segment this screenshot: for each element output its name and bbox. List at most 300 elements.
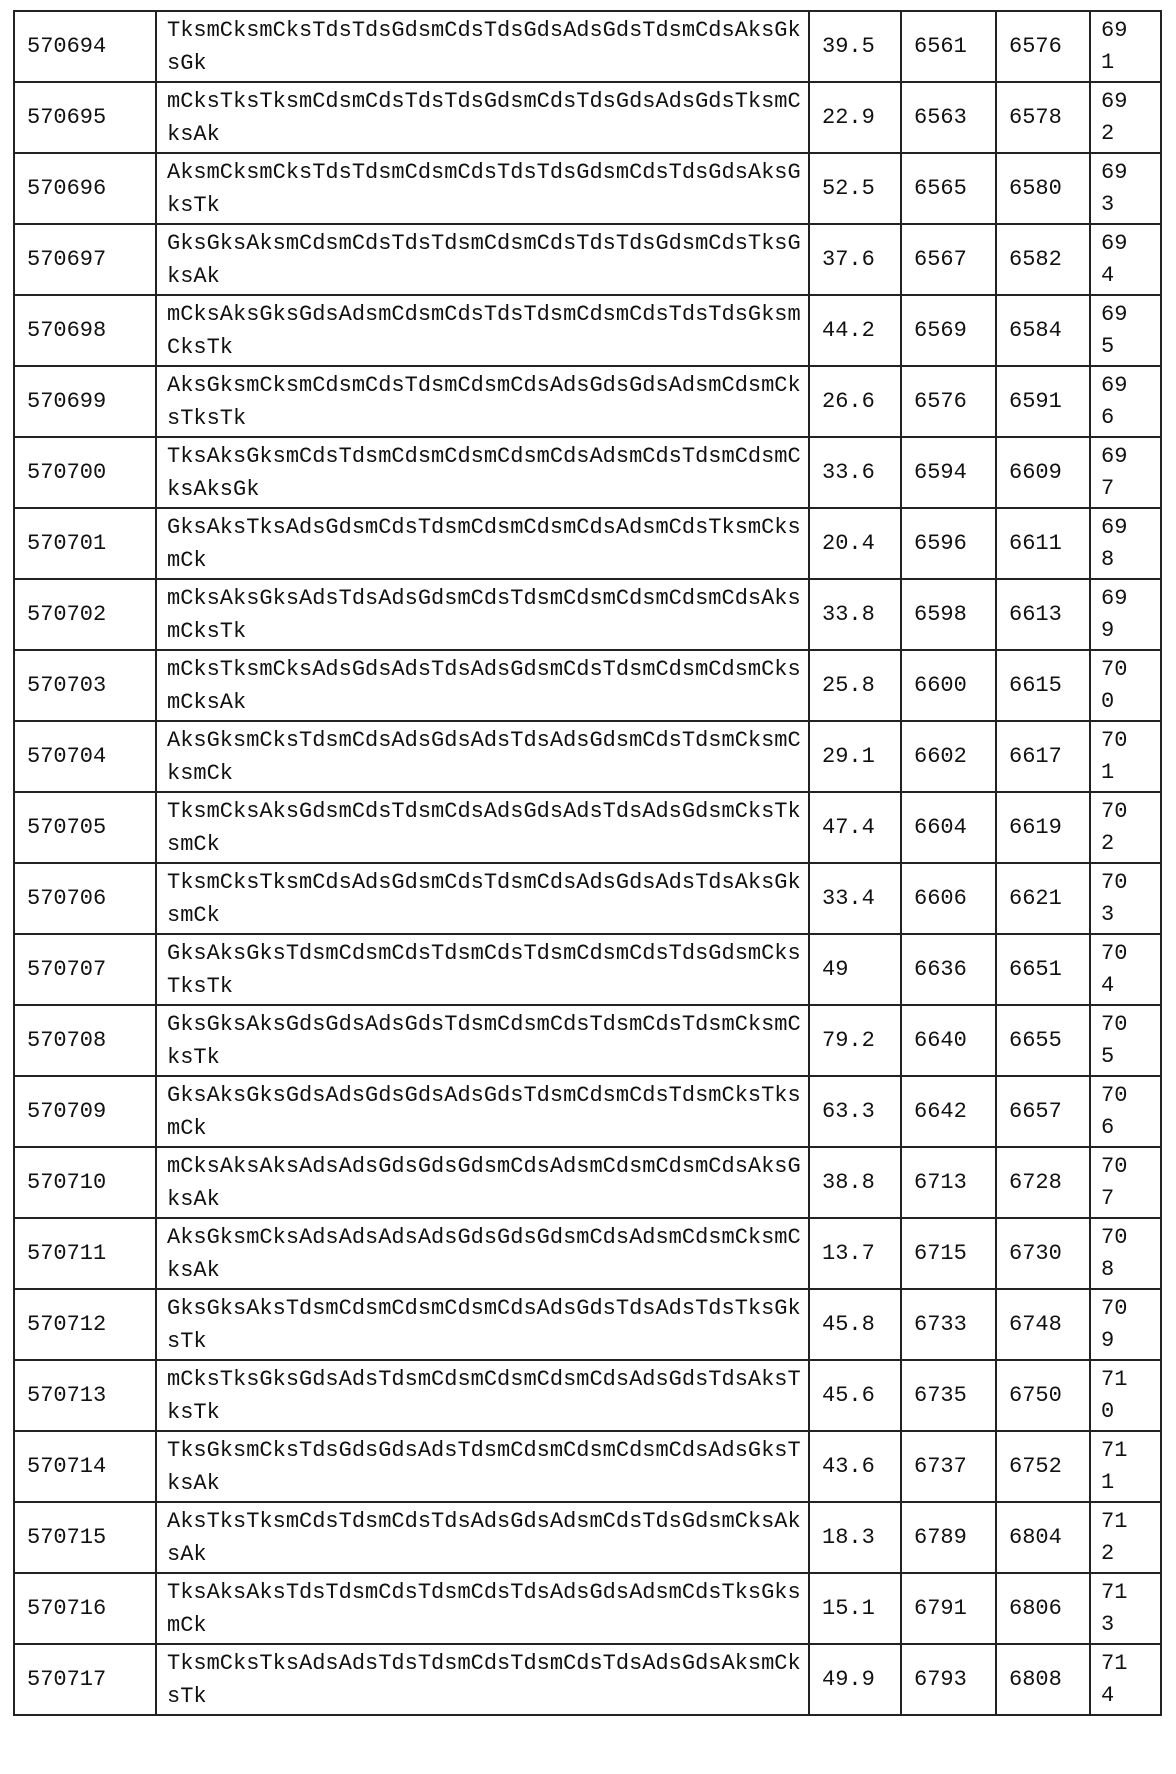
start-site-cell-text: 6602 [914,744,967,769]
start-site-cell-text: 6596 [914,531,967,556]
sequence-cell-text: AksGksmCksTdsmCdsAdsGdsAdsTdsAdsGdsmCdsTdsmCksmCksmCk [167,728,801,786]
table-row [14,1360,1161,1431]
seq-id-cell-text: 696 [1101,370,1129,434]
stop-site-cell-text: 6576 [1009,34,1062,59]
seq-id-cell [1090,366,1161,437]
percent-inhibition-cell [809,1360,901,1431]
isis-number-cell-text: 570698 [27,318,106,343]
isis-number-cell [14,1005,156,1076]
percent-inhibition-cell [809,792,901,863]
seq-id-cell [1090,650,1161,721]
sequence-cell [156,1005,809,1076]
seq-id-cell-text: 700 [1101,654,1129,718]
sequence-cell-text: TksGksmCksTdsGdsGdsAdsTdsmCdsmCdsmCdsmCdsAdsGksTksAk [167,1438,801,1496]
seq-id-cell-text: 709 [1101,1293,1129,1357]
start-site-cell-text: 6561 [914,34,967,59]
stop-site-cell-text: 6804 [1009,1525,1062,1550]
stop-site-cell [996,863,1090,934]
isis-number-cell-text: 570708 [27,1028,106,1053]
percent-inhibition-cell [809,224,901,295]
sequence-cell [156,1076,809,1147]
table-row [14,366,1161,437]
seq-id-cell-text: 695 [1101,299,1129,363]
percent-inhibition-cell-text: 29.1 [822,744,875,769]
isis-number-cell [14,224,156,295]
start-site-cell-text: 6563 [914,105,967,130]
isis-number-cell [14,1289,156,1360]
table-row [14,650,1161,721]
table-row [14,1573,1161,1644]
isis-number-cell [14,11,156,82]
seq-id-cell-text: 697 [1101,441,1129,505]
isis-number-cell-text: 570715 [27,1525,106,1550]
table-row [14,1147,1161,1218]
isis-number-cell [14,1147,156,1218]
isis-number-cell-text: 570707 [27,957,106,982]
isis-number-cell [14,1502,156,1573]
start-site-cell [901,1218,996,1289]
seq-id-cell [1090,863,1161,934]
isis-number-cell-text: 570717 [27,1667,106,1692]
stop-site-cell [996,579,1090,650]
table-row [14,82,1161,153]
sequence-cell [156,650,809,721]
start-site-cell-text: 6713 [914,1170,967,1195]
stop-site-cell-text: 6748 [1009,1312,1062,1337]
percent-inhibition-cell-text: 25.8 [822,673,875,698]
seq-id-cell [1090,153,1161,224]
start-site-cell [901,863,996,934]
percent-inhibition-cell-text: 37.6 [822,247,875,272]
percent-inhibition-cell [809,153,901,224]
sequence-cell-text: mCksAksAksAdsAdsGdsGdsGdsmCdsAdsmCdsmCdsmCdsAksGksAk [167,1154,801,1212]
table-row [14,1076,1161,1147]
seq-id-cell-text: 712 [1101,1506,1129,1570]
percent-inhibition-cell [809,721,901,792]
seq-id-cell [1090,1360,1161,1431]
sequence-cell [156,1360,809,1431]
isis-number-cell [14,437,156,508]
stop-site-cell [996,792,1090,863]
percent-inhibition-cell [809,437,901,508]
table-row [14,11,1161,82]
percent-inhibition-cell [809,1502,901,1573]
isis-number-cell-text: 570714 [27,1454,106,1479]
start-site-cell [901,11,996,82]
start-site-cell [901,1431,996,1502]
percent-inhibition-cell [809,295,901,366]
stop-site-cell [996,1289,1090,1360]
isis-number-cell-text: 570694 [27,34,106,59]
stop-site-cell-text: 6591 [1009,389,1062,414]
start-site-cell-text: 6606 [914,886,967,911]
stop-site-cell-text: 6655 [1009,1028,1062,1053]
seq-id-cell [1090,437,1161,508]
start-site-cell [901,295,996,366]
seq-id-cell [1090,1502,1161,1573]
sequence-cell-text: GksGksAksmCdsmCdsTdsTdsmCdsmCdsTdsTdsGdsmCdsTksGksAk [167,231,801,289]
sequence-cell-text: AksGksmCksAdsAdsAdsAdsGdsGdsGdsmCdsAdsmCdsmCksmCksAk [167,1225,801,1283]
start-site-cell-text: 6598 [914,602,967,627]
seq-id-cell [1090,1289,1161,1360]
stop-site-cell [996,1360,1090,1431]
seq-id-cell-text: 704 [1101,938,1129,1002]
sequence-cell-text: TksmCksTksAdsAdsTdsTdsmCdsTdsmCdsTdsAdsGdsAksmCksTk [167,1651,801,1709]
isis-number-cell [14,1076,156,1147]
isis-number-cell [14,508,156,579]
percent-inhibition-cell-text: 20.4 [822,531,875,556]
stop-site-cell [996,366,1090,437]
table-row [14,1005,1161,1076]
isis-number-cell-text: 570699 [27,389,106,414]
percent-inhibition-cell [809,1218,901,1289]
stop-site-cell [996,437,1090,508]
percent-inhibition-cell-text: 33.8 [822,602,875,627]
isis-number-cell-text: 570712 [27,1312,106,1337]
isis-number-cell-text: 570696 [27,176,106,201]
isis-number-cell-text: 570697 [27,247,106,272]
stop-site-cell [996,1076,1090,1147]
seq-id-cell [1090,792,1161,863]
isis-number-cell-text: 570706 [27,886,106,911]
stop-site-cell [996,11,1090,82]
stop-site-cell [996,1147,1090,1218]
percent-inhibition-cell-text: 47.4 [822,815,875,840]
isis-number-cell [14,721,156,792]
percent-inhibition-cell-text: 33.6 [822,460,875,485]
seq-id-cell [1090,508,1161,579]
isis-number-cell [14,579,156,650]
start-site-cell-text: 6737 [914,1454,967,1479]
percent-inhibition-cell-text: 45.8 [822,1312,875,1337]
percent-inhibition-cell-text: 45.6 [822,1383,875,1408]
start-site-cell [901,153,996,224]
sequence-cell-text: mCksTksTksmCdsmCdsTdsTdsGdsmCdsTdsGdsAdsGdsTksmCksAk [167,89,801,147]
percent-inhibition-cell [809,82,901,153]
stop-site-cell-text: 6651 [1009,957,1062,982]
stop-site-cell [996,508,1090,579]
seq-id-cell [1090,1076,1161,1147]
percent-inhibition-cell-text: 13.7 [822,1241,875,1266]
percent-inhibition-cell-text: 39.5 [822,34,875,59]
isis-number-cell-text: 570702 [27,602,106,627]
isis-number-cell-text: 570709 [27,1099,106,1124]
sequence-cell-text: TksAksGksmCdsTdsmCdsmCdsmCdsmCdsAdsmCdsTdsmCdsmCksAksGk [167,444,801,502]
start-site-cell [901,1076,996,1147]
start-site-cell-text: 6604 [914,815,967,840]
seq-id-cell-text: 692 [1101,86,1129,150]
sequence-cell [156,295,809,366]
isis-number-cell-text: 570713 [27,1383,106,1408]
percent-inhibition-cell-text: 22.9 [822,105,875,130]
isis-number-cell [14,295,156,366]
sequence-cell [156,82,809,153]
sequence-cell [156,11,809,82]
sequence-cell [156,224,809,295]
percent-inhibition-cell-text: 18.3 [822,1525,875,1550]
isis-number-cell-text: 570700 [27,460,106,485]
start-site-cell-text: 6594 [914,460,967,485]
sequence-cell-text: GksAksGksGdsAdsGdsGdsAdsGdsTdsmCdsmCdsTdsmCksTksmCk [167,1083,801,1141]
isis-number-cell [14,1218,156,1289]
sequence-cell-text: GksAksTksAdsGdsmCdsTdsmCdsmCdsmCdsAdsmCdsTksmCksmCk [167,515,801,573]
percent-inhibition-cell [809,366,901,437]
stop-site-cell [996,295,1090,366]
isis-number-cell [14,792,156,863]
table-row [14,508,1161,579]
percent-inhibition-cell-text: 26.6 [822,389,875,414]
seq-id-cell-text: 705 [1101,1009,1129,1073]
percent-inhibition-cell [809,934,901,1005]
isis-number-cell [14,1360,156,1431]
start-site-cell [901,1644,996,1715]
percent-inhibition-cell-text: 44.2 [822,318,875,343]
seq-id-cell [1090,721,1161,792]
sequence-cell [156,1147,809,1218]
stop-site-cell [996,1005,1090,1076]
table-row [14,934,1161,1005]
sequence-cell [156,1573,809,1644]
stop-site-cell-text: 6808 [1009,1667,1062,1692]
isis-number-cell [14,863,156,934]
seq-id-cell [1090,224,1161,295]
seq-id-cell [1090,1147,1161,1218]
stop-site-cell-text: 6580 [1009,176,1062,201]
stop-site-cell [996,82,1090,153]
stop-site-cell-text: 6578 [1009,105,1062,130]
table-row [14,579,1161,650]
stop-site-cell [996,1431,1090,1502]
table-row [14,295,1161,366]
seq-id-cell [1090,82,1161,153]
oligo-table [13,10,1162,1716]
seq-id-cell [1090,1218,1161,1289]
percent-inhibition-cell [809,1644,901,1715]
table-row [14,437,1161,508]
start-site-cell [901,1005,996,1076]
stop-site-cell-text: 6806 [1009,1596,1062,1621]
start-site-cell [901,792,996,863]
sequence-cell [156,863,809,934]
stop-site-cell [996,1218,1090,1289]
isis-number-cell [14,153,156,224]
stop-site-cell-text: 6752 [1009,1454,1062,1479]
stop-site-cell-text: 6619 [1009,815,1062,840]
isis-number-cell-text: 570705 [27,815,106,840]
stop-site-cell-text: 6617 [1009,744,1062,769]
start-site-cell-text: 6793 [914,1667,967,1692]
sequence-cell-text: TksmCksmCksTdsTdsGdsmCdsTdsGdsAdsGdsTdsmCdsAksGksGk [167,18,801,76]
stop-site-cell-text: 6728 [1009,1170,1062,1195]
sequence-cell [156,1502,809,1573]
start-site-cell [901,366,996,437]
seq-id-cell-text: 703 [1101,867,1129,931]
stop-site-cell [996,1644,1090,1715]
start-site-cell [901,579,996,650]
percent-inhibition-cell [809,650,901,721]
seq-id-cell-text: 698 [1101,512,1129,576]
start-site-cell-text: 6600 [914,673,967,698]
isis-number-cell-text: 570716 [27,1596,106,1621]
seq-id-cell [1090,1005,1161,1076]
stop-site-cell [996,153,1090,224]
sequence-cell [156,366,809,437]
table-row [14,1289,1161,1360]
sequence-cell [156,579,809,650]
seq-id-cell-text: 707 [1101,1151,1129,1215]
start-site-cell-text: 6576 [914,389,967,414]
isis-number-cell [14,366,156,437]
stop-site-cell-text: 6730 [1009,1241,1062,1266]
table-row [14,224,1161,295]
start-site-cell-text: 6735 [914,1383,967,1408]
seq-id-cell [1090,1644,1161,1715]
seq-id-cell [1090,295,1161,366]
seq-id-cell-text: 711 [1101,1435,1129,1499]
seq-id-cell-text: 706 [1101,1080,1129,1144]
stop-site-cell-text: 6621 [1009,886,1062,911]
start-site-cell-text: 6642 [914,1099,967,1124]
sequence-cell [156,934,809,1005]
sequence-cell-text: AksTksTksmCdsTdsmCdsTdsAdsGdsAdsmCdsTdsGdsmCksAksAk [167,1509,801,1567]
start-site-cell [901,1360,996,1431]
percent-inhibition-cell [809,1573,901,1644]
sequence-cell-text: GksAksGksTdsmCdsmCdsTdsmCdsTdsmCdsmCdsTdsGdsmCksTksTk [167,941,801,999]
start-site-cell [901,721,996,792]
isis-number-cell-text: 570701 [27,531,106,556]
stop-site-cell [996,650,1090,721]
seq-id-cell [1090,1573,1161,1644]
sequence-cell [156,792,809,863]
sequence-cell-text: mCksAksGksAdsTdsAdsGdsmCdsTdsmCdsmCdsmCdsmCdsAksmCksTk [167,586,801,644]
seq-id-cell-text: 713 [1101,1577,1129,1641]
start-site-cell-text: 6569 [914,318,967,343]
table-row [14,721,1161,792]
stop-site-cell-text: 6584 [1009,318,1062,343]
start-site-cell-text: 6715 [914,1241,967,1266]
isis-number-cell [14,1573,156,1644]
table-row [14,153,1161,224]
table-body [14,11,1161,1715]
isis-number-cell-text: 570710 [27,1170,106,1195]
percent-inhibition-cell-text: 15.1 [822,1596,875,1621]
stop-site-cell [996,1573,1090,1644]
sequence-cell [156,437,809,508]
seq-id-cell-text: 693 [1101,157,1129,221]
percent-inhibition-cell [809,1005,901,1076]
start-site-cell [901,934,996,1005]
sequence-cell [156,1289,809,1360]
start-site-cell [901,82,996,153]
stop-site-cell-text: 6657 [1009,1099,1062,1124]
seq-id-cell-text: 691 [1101,15,1129,79]
table-row [14,863,1161,934]
start-site-cell [901,1573,996,1644]
percent-inhibition-cell [809,1289,901,1360]
sequence-cell [156,508,809,579]
percent-inhibition-cell-text: 49 [822,957,848,982]
stop-site-cell [996,934,1090,1005]
percent-inhibition-cell-text: 33.4 [822,886,875,911]
sequence-cell [156,1431,809,1502]
start-site-cell [901,650,996,721]
table-row [14,1431,1161,1502]
isis-number-cell [14,934,156,1005]
isis-number-cell [14,1644,156,1715]
stop-site-cell-text: 6615 [1009,673,1062,698]
table-row [14,1218,1161,1289]
sequence-cell [156,721,809,792]
stop-site-cell [996,721,1090,792]
isis-number-cell-text: 570711 [27,1241,106,1266]
sequence-cell-text: TksmCksAksGdsmCdsTdsmCdsAdsGdsAdsTdsAdsGdsmCksTksmCk [167,799,801,857]
isis-number-cell [14,650,156,721]
seq-id-cell [1090,934,1161,1005]
sequence-cell [156,153,809,224]
percent-inhibition-cell [809,1147,901,1218]
percent-inhibition-cell-text: 52.5 [822,176,875,201]
percent-inhibition-cell-text: 49.9 [822,1667,875,1692]
table-row [14,1644,1161,1715]
percent-inhibition-cell [809,11,901,82]
percent-inhibition-cell [809,1431,901,1502]
start-site-cell-text: 6640 [914,1028,967,1053]
percent-inhibition-cell-text: 63.3 [822,1099,875,1124]
stop-site-cell-text: 6613 [1009,602,1062,627]
percent-inhibition-cell [809,508,901,579]
sequence-cell [156,1218,809,1289]
seq-id-cell-text: 701 [1101,725,1129,789]
isis-number-cell [14,82,156,153]
isis-number-cell-text: 570695 [27,105,106,130]
start-site-cell-text: 6789 [914,1525,967,1550]
sequence-cell-text: mCksTksmCksAdsGdsAdsTdsAdsGdsmCdsTdsmCdsmCdsmCksmCksAk [167,657,801,715]
percent-inhibition-cell-text: 43.6 [822,1454,875,1479]
start-site-cell [901,508,996,579]
percent-inhibition-cell [809,1076,901,1147]
start-site-cell-text: 6636 [914,957,967,982]
seq-id-cell-text: 708 [1101,1222,1129,1286]
sequence-cell-text: AksGksmCksmCdsmCdsTdsmCdsmCdsAdsGdsGdsAdsmCdsmCksTksTk [167,373,801,431]
start-site-cell-text: 6733 [914,1312,967,1337]
stop-site-cell-text: 6609 [1009,460,1062,485]
stop-site-cell [996,224,1090,295]
percent-inhibition-cell-text: 79.2 [822,1028,875,1053]
sequence-cell [156,1644,809,1715]
sequence-cell-text: GksGksAksTdsmCdsmCdsmCdsmCdsAdsGdsTdsAdsTdsTksGksTk [167,1296,801,1354]
start-site-cell-text: 6567 [914,247,967,272]
percent-inhibition-cell-text: 38.8 [822,1170,875,1195]
stop-site-cell-text: 6611 [1009,531,1062,556]
seq-id-cell [1090,11,1161,82]
seq-id-cell-text: 710 [1101,1364,1129,1428]
stop-site-cell [996,1502,1090,1573]
seq-id-cell [1090,579,1161,650]
start-site-cell [901,437,996,508]
sequence-cell-text: mCksTksGksGdsAdsTdsmCdsmCdsmCdsmCdsAdsGdsTdsAksTksTk [167,1367,801,1425]
isis-number-cell-text: 570703 [27,673,106,698]
sequence-cell-text: AksmCksmCksTdsTdsmCdsmCdsTdsTdsGdsmCdsTdsGdsAksGksTk [167,160,801,218]
start-site-cell [901,1147,996,1218]
start-site-cell [901,1502,996,1573]
isis-number-cell [14,1431,156,1502]
seq-id-cell-text: 702 [1101,796,1129,860]
seq-id-cell-text: 694 [1101,228,1129,292]
start-site-cell [901,1289,996,1360]
start-site-cell-text: 6791 [914,1596,967,1621]
isis-number-cell-text: 570704 [27,744,106,769]
stop-site-cell-text: 6582 [1009,247,1062,272]
